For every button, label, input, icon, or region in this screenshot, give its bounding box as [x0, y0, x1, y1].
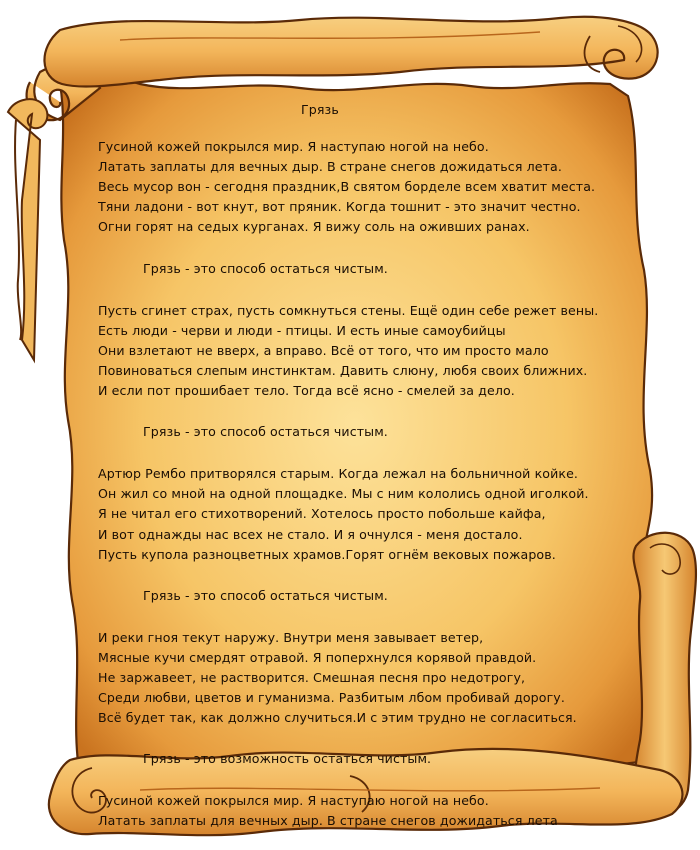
poem-line: Пусть сгинет страх, пусть сомкнуться стены. Ещё один себе режет вены. [98, 302, 599, 318]
poem-line: Есть люди - черви и люди - птицы. И есть иные самоубийцы [98, 322, 506, 338]
poem-line: И реки гноя текут наружу. Внутри меня завывает ветер, [98, 629, 484, 645]
top-roll [44, 17, 657, 87]
poem-line: И вот однажды нас всех не стало. И я очнулся - меня достало. [98, 526, 523, 542]
poem-title: Грязь [301, 102, 339, 117]
poem-line: Они взлетают не вверх, а вправо. Всё от того, что им просто мало [98, 342, 549, 358]
poem-line: Тяни ладони - вот кнут, вот пряник. Когда тошнит - это значит честно. [98, 199, 581, 215]
poem-line: Латать заплаты для вечных дыр. В стране снегов дожидаться лета [98, 813, 558, 829]
chorus-line: Грязь - это возможность остаться чистым. [143, 751, 432, 767]
poem-line: Пусть купола разноцветных храмов.Горят огнём вековых пожаров. [98, 546, 556, 562]
stanza [98, 137, 618, 237]
chorus-line: Грязь - это способ остаться чистым. [143, 424, 388, 440]
poem-line: Повиноваться слепым инстинктам. Давить слюну, любя своих ближних. [98, 362, 588, 378]
poem-line: Он жил со мной на одной площадке. Мы с ним кололись одной иголкой. [98, 486, 589, 502]
stanza [98, 628, 618, 728]
poem-line: Весь мусор вон - сегодня праздник,В святом борделе всем хватит места. [98, 179, 596, 195]
poem-line: Артюр Рембо притворялся старым. Когда лежал на больничной койке. [98, 466, 579, 482]
stanza [98, 464, 618, 564]
chorus-line: Грязь - это способ остаться чистым. [143, 587, 388, 603]
poem-line: И если пот прошибает тело. Тогда всё ясно - смелей за дело. [98, 383, 515, 399]
poem-line: Гусиной кожей покрылся мир. Я наступаю ногой на небо. [98, 139, 489, 155]
poem-line: Латать заплаты для вечных дыр. В стране снегов дожидаться лета. [98, 159, 562, 175]
stanza [98, 791, 618, 831]
poem-line: Я не читал его стихотворений. Хотелось просто побольше кайфа, [98, 506, 546, 522]
poem-line: Мясные кучи смердят отравой. Я поперхнулся корявой правдой. [98, 649, 537, 665]
poem-line: Гусиной кожей покрылся мир. Я наступаю ногой на небо. [98, 793, 489, 809]
poem-line: Не заржавеет, не растворится. Смешная песня про недотрогу, [98, 669, 526, 685]
poem-line: Среди любви, цветов и гуманизма. Разбитым лбом пробивай дорогу. [98, 690, 565, 706]
poem-line: Всё будет так, как должно случиться.И с этим трудно не согласиться. [98, 710, 577, 726]
stanza [98, 301, 618, 401]
poem-line: Огни горят на седых курганах. Я вижу соль на оживших ранах. [98, 219, 530, 235]
chorus-line: Грязь - это способ остаться чистым. [143, 260, 388, 276]
poem-text [98, 100, 618, 832]
